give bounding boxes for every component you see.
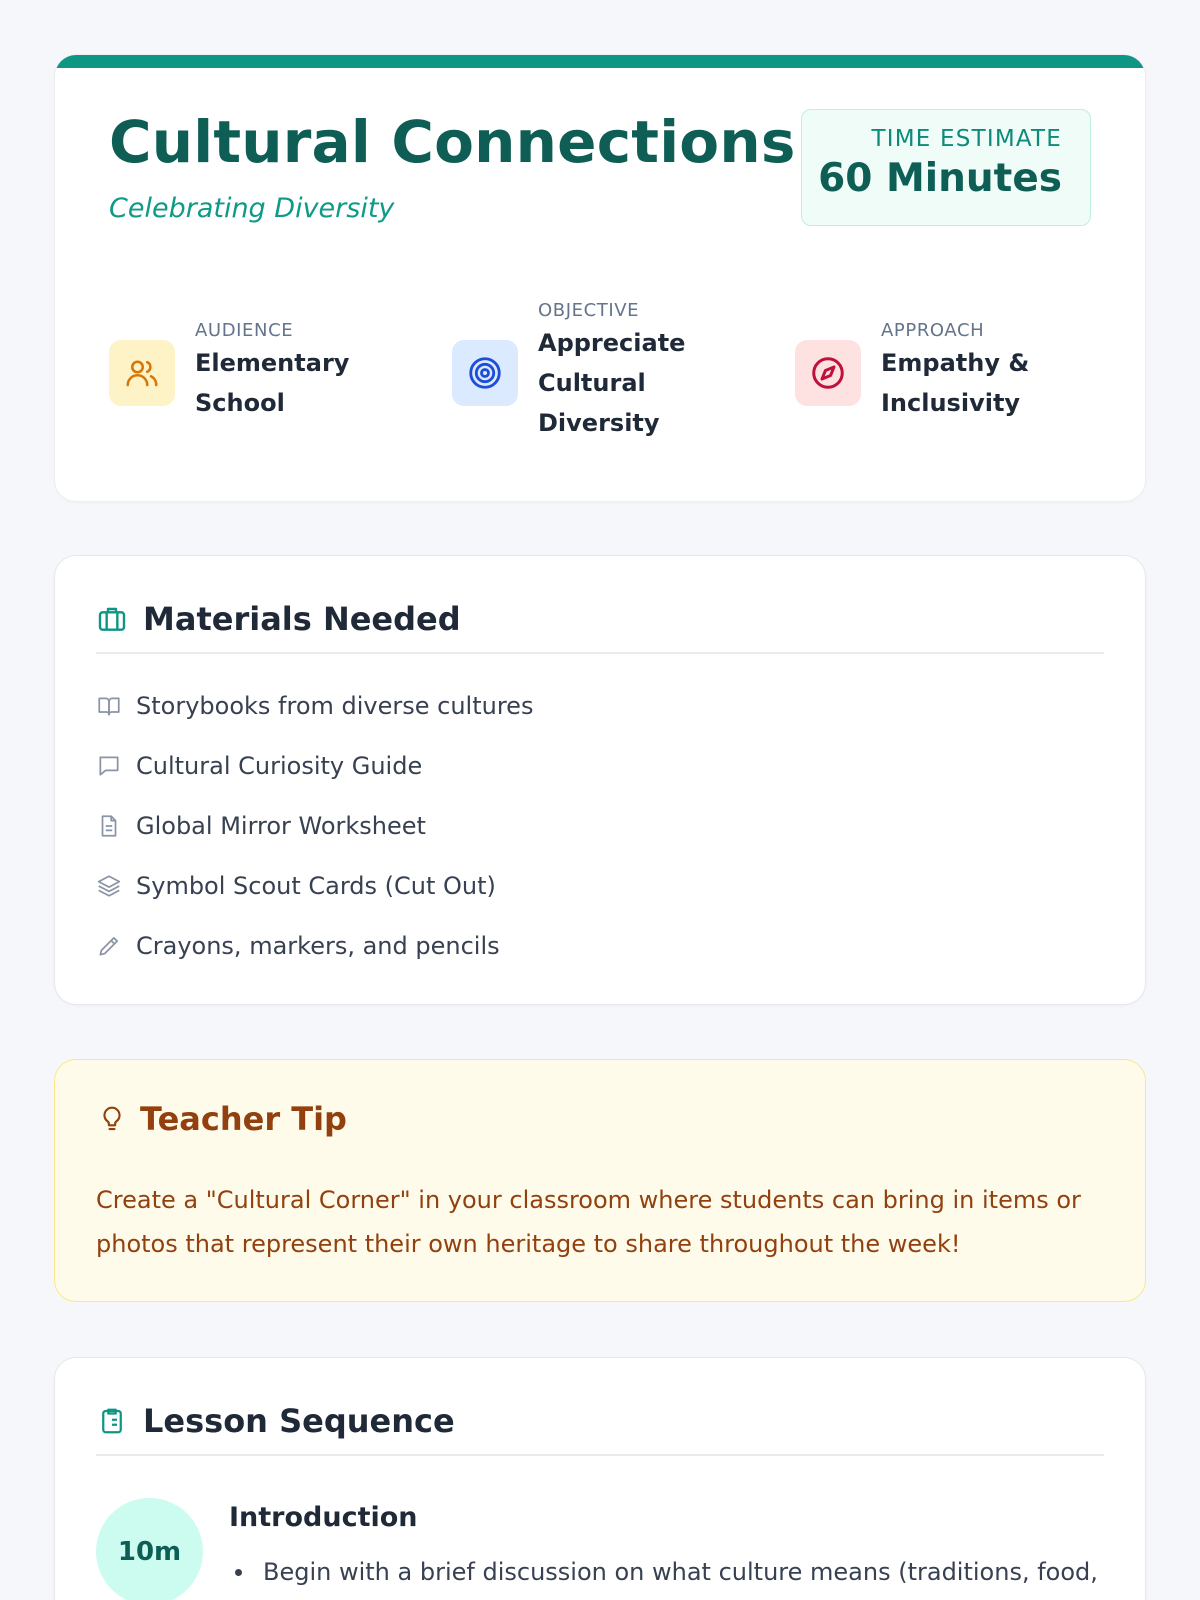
meta-audience xyxy=(109,300,429,450)
teacher-tip-card xyxy=(54,1059,1146,1302)
materials-card xyxy=(54,555,1146,1005)
lesson-sequence-header xyxy=(96,1400,1104,1456)
list-item xyxy=(96,736,533,796)
lesson-sequence-title: Lesson Sequence xyxy=(143,1402,455,1440)
lesson-meta-row xyxy=(109,300,1146,450)
header-accent-bar xyxy=(55,55,1145,68)
briefcase-icon xyxy=(96,603,128,635)
lesson-title: Cultural Connections xyxy=(109,108,796,176)
step-bullets xyxy=(229,1553,1109,1591)
step-duration-badge: 10m xyxy=(96,1498,203,1600)
meta-approach xyxy=(795,300,1115,450)
lesson-sequence-card xyxy=(54,1357,1146,1600)
list-item xyxy=(96,676,533,736)
time-estimate-box xyxy=(801,109,1091,226)
teacher-tip-body: Create a "Cultural Corner" in your classroom where students can bring in items or photos that represent their own heritage to share throughout the week! xyxy=(96,1186,1081,1258)
meta-approach-value: Empathy & Inclusivity xyxy=(881,349,1030,417)
teacher-tip-header xyxy=(96,1100,347,1138)
compass-icon xyxy=(795,340,861,406)
book-icon xyxy=(96,693,122,719)
document-icon xyxy=(96,813,122,839)
lightbulb-icon xyxy=(96,1103,128,1135)
lesson-subtitle: Celebrating Diversity xyxy=(109,192,395,224)
teacher-tip-title: Teacher Tip xyxy=(140,1100,347,1138)
list-item xyxy=(96,796,533,856)
target-icon xyxy=(452,340,518,406)
time-estimate-label: TIME ESTIMATE xyxy=(871,126,1062,152)
meta-audience-label: AUDIENCE xyxy=(195,320,294,341)
material-text: Crayons, markers, and pencils xyxy=(136,932,500,960)
material-text: Storybooks from diverse cultures xyxy=(136,692,534,720)
layers-icon xyxy=(96,873,122,899)
list-item xyxy=(96,856,533,916)
material-text: Global Mirror Worksheet xyxy=(136,812,426,840)
meta-audience-value: Elementary School xyxy=(195,349,350,417)
meta-objective-value: Appreciate Cultural Diversity xyxy=(538,329,686,437)
chat-icon xyxy=(96,753,122,779)
material-text: Cultural Curiosity Guide xyxy=(136,752,423,780)
materials-title: Materials Needed xyxy=(143,600,461,638)
meta-objective xyxy=(452,300,772,450)
pencil-icon xyxy=(96,933,122,959)
list-item xyxy=(96,916,533,976)
clipboard-icon xyxy=(96,1405,128,1437)
step-title: Introduction xyxy=(229,1502,418,1533)
lesson-header-card xyxy=(54,54,1146,502)
material-text: Symbol Scout Cards (Cut Out) xyxy=(136,872,496,900)
materials-list xyxy=(96,676,533,976)
users-icon xyxy=(109,340,175,406)
materials-header xyxy=(96,598,1104,654)
step-bullet: Begin with a brief discussion on what culture means (traditions, food, xyxy=(229,1553,1109,1591)
meta-approach-label: APPROACH xyxy=(881,320,985,341)
time-estimate-value: 60 Minutes xyxy=(818,156,1062,201)
meta-objective-label: OBJECTIVE xyxy=(538,300,640,321)
